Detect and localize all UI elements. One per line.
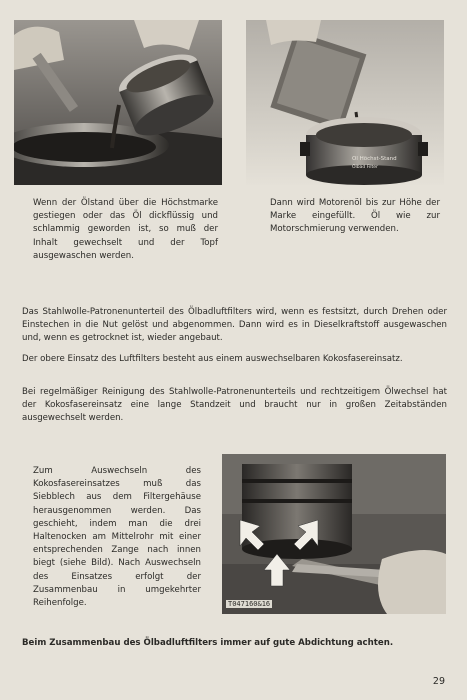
photo-oil-filling (246, 20, 444, 185)
caption-coconut-insert: Zum Auswechseln des Kokosfasereinsatzes muß das Siebblech aus dem Filtergehäuse herausgenommen werden. Das geschieht, indem man die drei Haltenocken am Mittelrohr mit einer entsprechenden Zange nach innen biegt (siehe Bild). Nach Auswechseln des Einsatzes erfolgt der Zusammenbau in umgekehrter Reihenfolge. (33, 466, 201, 609)
photo-oil-draining (14, 20, 222, 185)
closing-note: Beim Zusammenbau des Ölbadluftfilters immer auf gute Abdichtung achten. (22, 638, 394, 648)
paragraph-einsatz: Der obere Einsatz des Luftfilters besteht aus einem auswechselbaren Kokosfasereinsatz. (22, 354, 403, 364)
pliers-illustration (222, 454, 446, 614)
caption-oil-filling: Dann wird Motorenöl bis zur Höhe der Marke eingefüllt. Öl wie zur Motorschmierung verwenden. (270, 198, 440, 235)
can-brand-label: Ölbad Filter (352, 165, 378, 170)
paragraph-stahlwolle: Das Stahlwolle-Patronenunterteil des Ölbadluftfilters wird, wenn es festsitzt, durch Drehen oder Einstechen in die Nut gelöst und abgenommen. Dann wird es in Dieselkraftstoff ausgewaschen und, wenn es getrocknet ist, wieder angebaut. (22, 307, 447, 344)
oil-draining-illustration (14, 20, 222, 185)
figure-code: T047160&16 (228, 600, 271, 608)
can-mark-label: Ol Höchst-Stand (352, 156, 397, 162)
oil-filling-illustration (246, 20, 444, 185)
caption-oil-draining: Wenn der Ölstand über die Höchstmarke gestiegen oder das Öl dickflüssig und schlammig geworden ist, so muß der Inhalt gewechselt und der Topf ausgewaschen werden. (33, 198, 218, 261)
paragraph-reinigung: Bei regelmäßiger Reinigung des Stahlwolle-Patronenunterteils und rechtzeitigem Ölwechsel hat der Kokosfasereinsatz eine lange Standzeit und braucht nur in großen Zeitabständen ausgewechselt werden. (22, 387, 447, 424)
page-number: 29 (432, 676, 445, 687)
photo-pliers (222, 454, 446, 614)
